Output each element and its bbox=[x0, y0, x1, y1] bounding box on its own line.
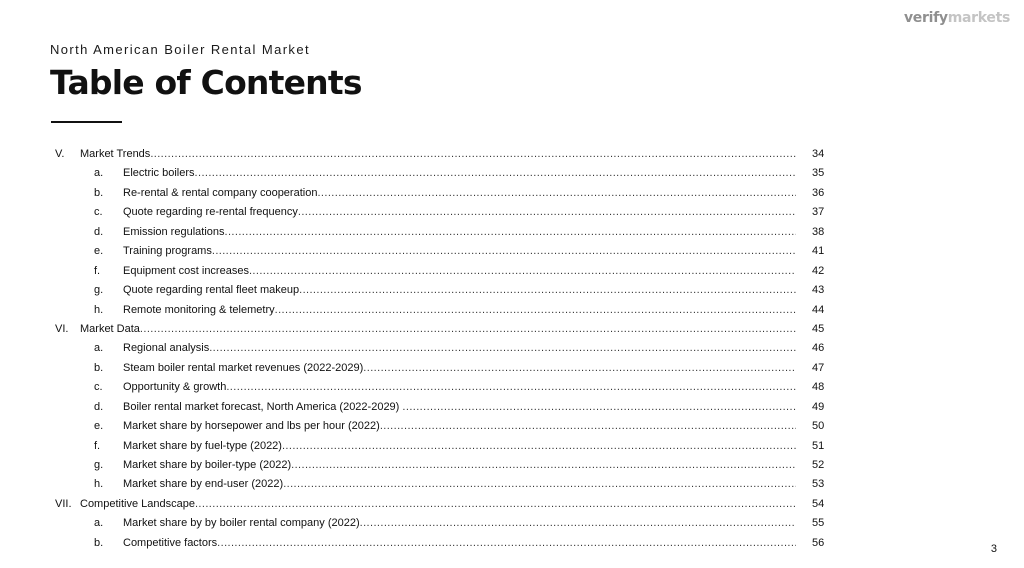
toc-subentry[interactable] bbox=[0, 223, 1024, 242]
toc-entry-title: Boiler rental market forecast, North America (2022-2029) ..... bbox=[123, 398, 796, 417]
toc-entry-title: Steam boiler rental market revenues (2022-2029) ..... bbox=[123, 359, 796, 378]
toc-entry-title: Competitive Landscape ..... bbox=[80, 495, 796, 514]
toc-entry-number: g. bbox=[94, 459, 104, 471]
report-subtitle: North American Boiler Rental Market bbox=[50, 42, 310, 57]
toc-entry-title: Market Trends ..... bbox=[80, 145, 796, 164]
toc-entry-number: b. bbox=[94, 361, 104, 374]
toc-entry-page: 41 bbox=[812, 245, 825, 258]
toc-entry-number: V. bbox=[55, 148, 65, 160]
toc-entry-page: 55 bbox=[812, 517, 825, 530]
toc-entry-title: Opportunity & growth ..... bbox=[123, 378, 796, 397]
logo-markets-text: markets bbox=[947, 10, 1010, 26]
toc-entry-title: Market share by fuel-type (2022) ..... bbox=[123, 437, 796, 456]
toc-entry-number: g. bbox=[94, 284, 104, 297]
toc-subentry[interactable] bbox=[0, 301, 1024, 320]
toc-entry-number: e. bbox=[94, 420, 104, 433]
toc-entry-page: 48 bbox=[812, 381, 825, 394]
toc-subentry[interactable] bbox=[0, 417, 1024, 436]
page-title: Table of Contents bbox=[50, 63, 362, 102]
toc-entry-page: 43 bbox=[812, 284, 825, 297]
toc-subentry[interactable] bbox=[0, 456, 1024, 475]
toc-entry-number: h. bbox=[94, 303, 104, 316]
toc-subentry[interactable] bbox=[0, 534, 1024, 553]
toc-subentry[interactable] bbox=[0, 437, 1024, 456]
toc-entry-title: Quote regarding rental fleet makeup ..... bbox=[123, 281, 796, 300]
toc-entry-number: d. bbox=[94, 400, 104, 413]
toc-section-entry[interactable] bbox=[0, 145, 1024, 164]
toc-entry-title: Equipment cost increases ..... bbox=[123, 262, 796, 281]
toc-entry-number: f. bbox=[94, 439, 101, 452]
toc-entry-page: 56 bbox=[812, 536, 825, 549]
verifymarkets-logo bbox=[904, 10, 1010, 26]
table-of-contents bbox=[0, 145, 1024, 553]
toc-entry-title: Electric boilers ..... bbox=[123, 164, 796, 183]
logo-verify-text: verify bbox=[903, 10, 948, 26]
toc-entry-title: Training programs ..... bbox=[123, 242, 796, 261]
page-number: 3 bbox=[990, 543, 997, 555]
toc-subentry[interactable] bbox=[0, 281, 1024, 300]
toc-subentry[interactable] bbox=[0, 262, 1024, 281]
toc-entry-page: 54 bbox=[812, 497, 825, 510]
toc-entry-number: VI. bbox=[55, 322, 69, 335]
toc-entry-title: Re-rental & rental company cooperation ..... bbox=[123, 184, 796, 203]
toc-entry-number: a. bbox=[94, 167, 104, 180]
toc-subentry[interactable] bbox=[0, 242, 1024, 261]
toc-entry-title: Market share by by boiler rental company (2022) ..... bbox=[123, 514, 796, 533]
toc-subentry[interactable] bbox=[0, 339, 1024, 358]
toc-entry-page: 49 bbox=[812, 400, 825, 413]
toc-entry-page: 44 bbox=[812, 303, 825, 316]
toc-entry-page: 53 bbox=[812, 478, 825, 491]
toc-subentry[interactable] bbox=[0, 514, 1024, 533]
toc-subentry[interactable] bbox=[0, 164, 1024, 183]
toc-section-entry[interactable] bbox=[0, 320, 1024, 339]
toc-entry-page: 52 bbox=[812, 459, 825, 471]
toc-entry-title: Quote regarding re-rental frequency ..... bbox=[123, 203, 796, 222]
toc-entry-number: VII. bbox=[55, 497, 72, 510]
toc-entry-number: e. bbox=[94, 245, 104, 258]
toc-entry-page: 46 bbox=[812, 342, 825, 355]
toc-subentry[interactable] bbox=[0, 359, 1024, 378]
toc-entry-number: f. bbox=[94, 264, 101, 277]
toc-entry-number: h. bbox=[94, 478, 104, 491]
toc-entry-number: c. bbox=[94, 381, 103, 394]
toc-entry-number: a. bbox=[94, 342, 104, 355]
toc-entry-page: 47 bbox=[812, 361, 825, 374]
toc-entry-title: Competitive factors ..... bbox=[123, 534, 796, 553]
toc-entry-page: 50 bbox=[812, 420, 825, 433]
toc-entry-title: Market Data ..... bbox=[80, 320, 796, 339]
toc-entry-title: Emission regulations ..... bbox=[123, 223, 796, 242]
toc-entry-number: d. bbox=[94, 225, 104, 238]
toc-entry-number: b. bbox=[94, 186, 104, 199]
toc-entry-page: 45 bbox=[812, 322, 825, 335]
toc-entry-page: 51 bbox=[812, 439, 825, 452]
toc-entry-number: c. bbox=[94, 206, 103, 219]
toc-entry-title: Market share by horsepower and lbs per hour (2022) ..... bbox=[123, 417, 796, 436]
toc-entry-title: Regional analysis ..... bbox=[123, 339, 796, 358]
toc-entry-title: Remote monitoring & telemetry ..... bbox=[123, 301, 796, 320]
toc-entry-title: Market share by boiler-type (2022) ..... bbox=[123, 456, 796, 475]
toc-subentry[interactable] bbox=[0, 184, 1024, 203]
toc-subentry[interactable] bbox=[0, 203, 1024, 222]
toc-section-entry[interactable] bbox=[0, 495, 1024, 514]
toc-entry-title: Market share by end-user (2022) ..... bbox=[123, 475, 796, 494]
toc-entry-page: 35 bbox=[812, 167, 825, 180]
toc-entry-page: 38 bbox=[812, 225, 825, 238]
toc-entry-page: 34 bbox=[812, 148, 825, 160]
toc-entry-number: a. bbox=[94, 517, 104, 530]
toc-subentry[interactable] bbox=[0, 378, 1024, 397]
toc-subentry[interactable] bbox=[0, 475, 1024, 494]
toc-entry-page: 37 bbox=[812, 206, 825, 219]
title-underline bbox=[51, 121, 122, 123]
toc-entry-page: 36 bbox=[812, 186, 825, 199]
toc-entry-number: b. bbox=[94, 536, 104, 549]
toc-entry-page: 42 bbox=[812, 264, 825, 277]
toc-subentry[interactable] bbox=[0, 398, 1024, 417]
